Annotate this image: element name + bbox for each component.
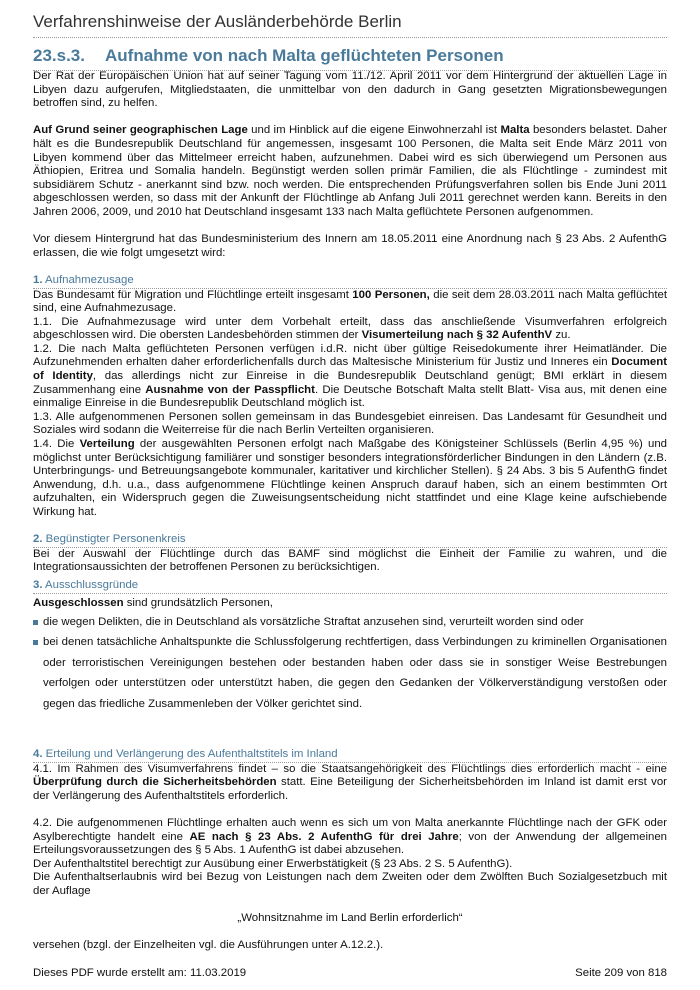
- section-1-heading: 1. Aufnahmezusage: [33, 274, 667, 289]
- s1-paragraph-1-1: 1.1. Die Aufnahmezusage wird unter dem Vorbehalt erteilt, dass das anschließende Visumverfahren erfolgreich abgeschlossen wird. Die obersten Landesbehörden stimmen der Visumerteilung nach § 32 AufenthV zu.: [33, 315, 667, 342]
- page-footer: [33, 967, 667, 979]
- s1-paragraph-1-4: 1.4. Die Verteilung der ausgewählten Personen erfolgt nach Maßgabe des Königsteiner Schlüssels (Berlin 4,95 %) und möglichst unter Berücksichtigung familiärer und sonstiger besonders integrationsförderlicher Bindungen in den Ländern (z.B. Unterbringungs- und Betreuungsangebote kommunaler, karitativer und kirchlicher Stellen). § 24 Abs. 3 bis 5 AufenthG findet Anwendung, d.h. u.a., dass aufgenommene Flüchtlinge keinen Anspruch darauf haben, sich an einem bestimmten Ort aufzuhalten, ein Widerspruch gegen die Zuweisungsentscheidung nicht stattfindet und eine Klage keine aufschiebende Wirkung hat.: [33, 438, 667, 518]
- s4-paragraph-3: Der Aufenthaltstitel berechtigt zur Ausübung einer Erwerbstätigkeit (§ 23 Abs. 2 S. 5 AufenthG).: [33, 857, 513, 870]
- s1-paragraph-1: Das Bundesamt für Migration und Flüchtlinge erteilt insgesamt 100 Personen, die seit dem 28.03.2011 nach Malta geflüchtet sind, eine Aufnahmezusage.: [33, 288, 667, 315]
- bullet-icon: [33, 640, 38, 645]
- document-header: Verfahrenshinweise der Ausländerbehörde Berlin: [33, 12, 667, 38]
- footer-page-number: Seite 209 von 818: [575, 967, 667, 979]
- s4-paragraph-5: versehen (bzgl. der Einzelheiten vgl. die Ausführungen unter A.12.2.).: [33, 939, 384, 952]
- section-4-heading: 4. Erteilung und Verlängerung des Aufenthaltstitels im Inland: [33, 748, 667, 763]
- s4-quote: „Wohnsitznahme im Land Berlin erforderlich“: [237, 912, 463, 925]
- section-3-heading: 3. Ausschlussgründe: [33, 579, 667, 594]
- section-2-heading: 2. Begünstigter Personenkreis: [33, 533, 667, 548]
- intro-paragraph-2: Auf Grund seiner geographischen Lage und im Hinblick auf die eigene Einwohnerzahl ist Malta besonders belastet. Daher hält es die Bundesrepublik Deutschland für angemessen, insgesamt 100 Personen, die Malta seit Ende März 2011 von Libyen kommend über das Mittelmeer erreicht haben, aufzunehmen. Dabei wird es sich überwiegend um Personen aus Äthiopien, Eritrea und Somalia handeln. Begünstigt werden sollen primär Familien, die als Flüchtlinge - zumindest mit subsidiärem Schutz - anerkannt sind bzw. noch werden. Die entsprechenden Prüfungsverfahren sollen bis Ende Juni 2011 abgeschlossen werden, so dass mit der Ankunft der Flüchtlinge ab Anfang Juli 2011 gerechnet werden kann. Bereits in den Jahren 2006, 2009, und 2010 hat Deutschland insgesamt 133 nach Malta geflüchtete Personen aufgenommen.: [33, 124, 667, 218]
- document-title: [33, 46, 667, 71]
- bullet-icon: [33, 620, 38, 625]
- exclusion-list: [33, 612, 667, 715]
- section-title: Aufnahme von nach Malta geflüchteten Personen: [105, 46, 504, 65]
- s2-paragraph-1: Bei der Auswahl der Flüchtlinge durch das BAMF sind möglichst die Einheit der Familie zu wahren, und die Integrationsaussichten der betroffenen Personen zu berücksichtigen.: [33, 547, 667, 574]
- s1-paragraph-1-3: 1.3. Alle aufgenommenen Personen sollen gemeinsam in das Bundesgebiet einreisen. Das Landesamt für Gesundheit und Soziales wird sodann die Weiterreise für die nach Berlin Verteilten organisieren.: [33, 410, 667, 437]
- list-item: bei denen tatsächliche Anhaltspunkte die Schlussfolgerung rechtfertigen, dass Verbindungen zu kriminellen Organisationen oder terroristischen Vereinigungen bestehen oder bestanden haben oder dass sie in sonstiger Weise Bestrebungen verfolgen oder unterstützen oder unterstützt haben, die gegen den Gedanken der Völkerverständigung verstoßen oder gegen das friedliche Zusammenleben der Völker gerichtet sind.: [33, 632, 667, 714]
- section-number: 23.s.3.: [33, 46, 85, 65]
- document-body: [33, 70, 667, 953]
- s3-paragraph-1: Ausgeschlossen sind grundsätzlich Personen,: [33, 596, 273, 609]
- s4-paragraph-4-1: 4.1. Im Rahmen des Visumverfahrens findet – so die Staatsangehörigkeit des Flüchtlings dies erforderlich macht - eine Überprüfung durch die Sicherheitsbehörden statt. Eine Beteiligung der Sicherheitsbehörden im Inland ist damit erst vor der Verlängerung des Aufenthaltstitels erforderlich.: [33, 762, 667, 802]
- s4-paragraph-4-2: 4.2. Die aufgenommenen Flüchtlinge erhalten auch wenn es sich um von Malta anerkannte Flüchtlinge nach der GFK oder Asylberechtigte handelt eine AE nach § 23 Abs. 2 AufenthG für drei Jahre; von der Anwendung der allgemeinen Erteilungsvoraussetzungen des § 5 Abs. 1 AufenthG ist dabei abzusehen.: [33, 817, 668, 857]
- s1-paragraph-1-2: 1.2. Die nach Malta geflüchteten Personen verfügen i.d.R. nicht über gültige Reisedokumente ihrer Heimatländer. Die Aufzunehmenden erhalten daher erforderlichenfalls durch das Maltesische Ministerium für Justiz und Inneres ein Document of Identity, das allerdings nicht zur Einreise in die Bundesrepublik Deutschland genügt; BMI erklärt in diesem Zusammenhang eine Ausnahme von der Passpflicht. Die Deutsche Botschaft Malta stellt Blatt- Visa aus, mit denen eine einmalige Einreise in die Bundesrepublik Deutschland möglich ist.: [33, 342, 667, 410]
- intro-paragraph-1: Der Rat der Europäischen Union hat auf seiner Tagung vom 11./12. April 2011 vor dem Hintergrund der aktuellen Lage in Libyen dazu aufgerufen, Mitgliedstaaten, die unmittelbar von den dadurch in Gang gesetzten Migrationsbewegungen betroffen sind, zu helfen.: [33, 70, 667, 110]
- list-item: die wegen Delikten, die in Deutschland als vorsätzliche Straftat anzusehen sind, verurteilt worden sind oder: [33, 612, 667, 633]
- s4-paragraph-4: Die Aufenthaltserlaubnis wird bei Bezug von Leistungen nach dem Zweiten oder dem Zwölften Buch Sozialgesetzbuch mit der Auflage: [33, 871, 667, 897]
- footer-created-date: Dieses PDF wurde erstellt am: 11.03.2019: [33, 967, 247, 979]
- intro-paragraph-3: Vor diesem Hintergrund hat das Bundesministerium des Innern am 18.05.2011 eine Anordnung nach § 23 Abs. 2 AufenthG erlassen, die wie folgt umgesetzt wird:: [33, 233, 667, 259]
